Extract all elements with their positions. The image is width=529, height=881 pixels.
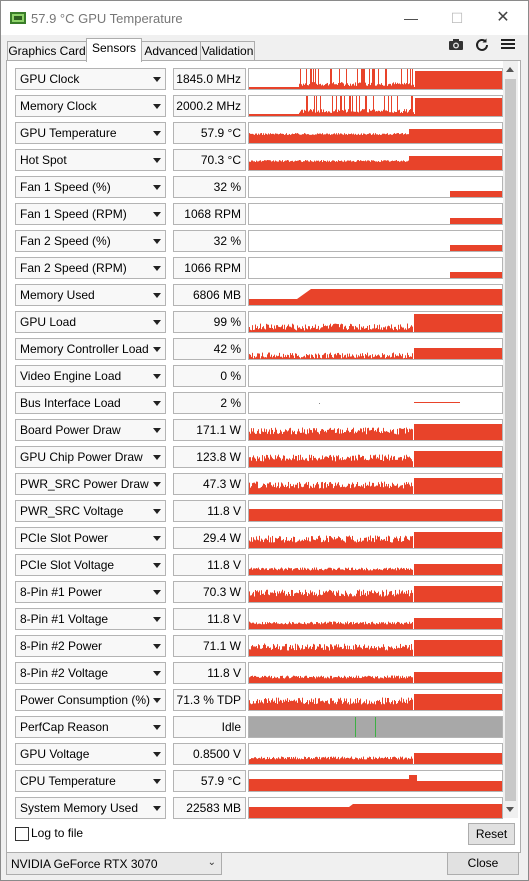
dropdown-arrow-icon [153,806,161,811]
sensor-row [15,500,502,522]
sensor-name: System Memory Used [20,801,139,815]
dropdown-arrow-icon [153,239,161,244]
sensor-name: GPU Load [20,315,77,329]
sensor-graph[interactable] [248,365,503,387]
sensor-name-dropdown[interactable] [15,176,166,198]
sensor-graph[interactable] [248,203,503,225]
dropdown-arrow-icon [153,158,161,163]
tab-sensors[interactable]: Sensors [86,38,142,62]
tab-graphics-card[interactable]: Graphics Card [7,41,87,61]
sensor-graph-svg [249,663,502,683]
minimize-button[interactable]: — [404,10,418,26]
sensor-graph-svg [249,366,502,386]
menu-icon[interactable] [499,37,517,55]
sensor-value: 11.8 V [207,558,241,572]
sensor-value: 1845.0 MHz [176,72,241,86]
sensor-graph[interactable] [248,797,503,819]
sensor-name: PCIe Slot Power [20,531,109,545]
sensor-graph-svg [249,420,502,440]
sensor-row [15,716,502,738]
sensor-name: Memory Clock [20,99,97,113]
dropdown-arrow-icon [153,347,161,352]
sensor-graph-svg [249,474,502,494]
sensor-graph[interactable] [248,554,503,576]
sensor-graph-svg [249,69,502,89]
sensor-name: 8-Pin #1 Power [20,585,103,599]
sensor-graph[interactable] [248,635,503,657]
dropdown-arrow-icon [153,482,161,487]
sensor-name: Hot Spot [20,153,67,167]
dropdown-arrow-icon [153,617,161,622]
sensor-name-dropdown[interactable] [15,770,166,792]
sensor-name: 8-Pin #2 Voltage [20,666,109,680]
sensor-graph[interactable] [248,527,503,549]
sensor-graph-svg [249,258,502,278]
sensor-graph[interactable] [248,311,503,333]
gpu-select-dropdown[interactable] [6,852,222,875]
sensor-value-box [173,311,246,333]
sensor-graph-svg [249,798,502,818]
dropdown-arrow-icon [153,212,161,217]
sensor-value: 11.8 V [207,612,241,626]
sensor-graph[interactable] [248,743,503,765]
sensor-graph[interactable] [248,473,503,495]
dropdown-arrow-icon [153,401,161,406]
sensor-name: PWR_SRC Voltage [20,504,124,518]
sensor-name-dropdown[interactable] [15,500,166,522]
sensor-row [15,581,502,603]
sensor-row [15,743,502,765]
tab-advanced[interactable]: Advanced [141,41,201,61]
sensor-name: PerfCap Reason [20,720,109,734]
sensor-graph-svg [249,447,502,467]
dropdown-arrow-icon [153,536,161,541]
sensor-value-box [173,392,246,414]
sensor-value-box [173,419,246,441]
refresh-icon[interactable] [473,37,491,55]
sensor-value-box [173,635,246,657]
sensor-value: 57.9 °C [200,126,241,140]
sensor-value-box [173,230,246,252]
sensor-graph[interactable] [248,122,503,144]
sensor-graph-svg [249,771,502,791]
sensor-value: 2000.2 MHz [176,99,241,113]
sensor-graph[interactable] [248,338,503,360]
sensor-row [15,311,502,333]
sensor-value-box [173,500,246,522]
sensor-name: 8-Pin #2 Power [20,639,103,653]
sensor-name-dropdown[interactable] [15,284,166,306]
sensor-value-box [173,257,246,279]
scroll-down-arrow-icon[interactable] [506,807,514,812]
log-to-file-label: Log to file [31,826,84,840]
sensor-name-dropdown[interactable] [15,392,166,414]
sensor-value: 99 % [213,315,241,329]
dropdown-arrow-icon [153,131,161,136]
chevron-down-icon: ⌄ [207,857,216,868]
sensor-graph-svg [249,744,502,764]
sensor-name-dropdown[interactable] [15,365,166,387]
sensor-row [15,284,502,306]
sensor-name-dropdown[interactable] [15,203,166,225]
sensor-name-dropdown[interactable] [15,257,166,279]
dropdown-arrow-icon [153,725,161,730]
sensor-value: 1066 RPM [184,261,241,275]
sensor-value: 70.3 W [202,585,241,599]
sensor-row [15,554,502,576]
close-button[interactable]: Close [447,852,519,875]
title-bar [1,1,528,35]
sensor-graph[interactable] [248,419,503,441]
sensor-name: Board Power Draw [20,423,121,437]
sensor-row [15,770,502,792]
sensor-name-dropdown[interactable] [15,716,166,738]
sensor-value-box [173,365,246,387]
sensor-value-box [173,716,246,738]
sensor-graph[interactable] [248,446,503,468]
sensor-value: 71.1 W [202,639,241,653]
sensor-name-dropdown[interactable] [15,797,166,819]
sensor-name: Fan 2 Speed (%) [20,234,111,248]
sensor-name-dropdown[interactable] [15,311,166,333]
sensor-graph[interactable] [248,662,503,684]
sensor-graph-svg [249,312,502,332]
sensor-graph-svg [249,96,502,116]
sensor-graph[interactable] [248,95,503,117]
sensor-row [15,419,502,441]
sensor-value: 47.3 W [202,477,241,491]
sensor-value: 11.8 V [207,666,241,680]
dropdown-arrow-icon [153,374,161,379]
sensor-graph[interactable] [248,608,503,630]
sensor-graph-svg [249,690,502,710]
sensor-graph-svg [249,177,502,197]
sensor-row [15,797,502,819]
sensor-row [15,446,502,468]
sensor-value: 0.8500 V [192,747,241,761]
dropdown-arrow-icon [153,455,161,460]
sensor-graph[interactable] [248,770,503,792]
sensor-graph[interactable] [248,149,503,171]
sensor-row [15,257,502,279]
sensor-name: CPU Temperature [20,774,116,788]
sensor-value-box [173,608,246,630]
sensor-graph-svg [249,150,502,170]
sensor-graph[interactable] [248,68,503,90]
sensor-value: Idle [221,720,241,734]
sensor-row [15,689,502,711]
sensor-value-box [173,797,246,819]
sensor-name-dropdown[interactable] [15,743,166,765]
sensor-name: PWR_SRC Power Draw [20,477,149,491]
dropdown-arrow-icon [153,563,161,568]
log-to-file-checkbox[interactable] [15,827,29,841]
sensor-value-box [173,176,246,198]
sensor-name-dropdown[interactable] [15,149,166,171]
sensor-value: 2 % [220,396,241,410]
dropdown-arrow-icon [153,293,161,298]
dropdown-arrow-icon [153,428,161,433]
sensor-value: 32 % [213,234,241,248]
sensor-graph[interactable] [248,500,503,522]
sensor-row [15,122,502,144]
sensor-value: 70.3 °C [200,153,241,167]
sensor-graph-svg [249,393,502,413]
sensor-value-box [173,338,246,360]
sensor-row [15,95,502,117]
sensor-value-box [173,446,246,468]
sensor-graph-svg [249,123,502,143]
sensor-value-box [173,743,246,765]
sensor-name-dropdown[interactable] [15,122,166,144]
tab-validation[interactable]: Validation [200,41,255,61]
sensor-value: 6806 MB [192,288,241,302]
sensor-row [15,149,502,171]
sensor-name: Bus Interface Load [20,396,121,410]
sensor-graph[interactable] [248,716,503,738]
sensor-graph[interactable] [248,284,503,306]
sensor-value-box [173,149,246,171]
sensor-name: Video Engine Load [20,369,122,383]
sensor-value: 71.3 % TDP [176,693,241,707]
dropdown-arrow-icon [153,77,161,82]
sensor-name: GPU Temperature [20,126,117,140]
sensor-name: Fan 2 Speed (RPM) [20,261,127,275]
sensor-graph-svg [249,555,502,575]
dropdown-arrow-icon [153,104,161,109]
sensor-name-dropdown[interactable] [15,230,166,252]
sensor-row [15,527,502,549]
sensor-graph-svg [249,285,502,305]
sensor-row [15,392,502,414]
sensor-row [15,230,502,252]
dropdown-arrow-icon [153,644,161,649]
app-icon [10,12,26,24]
sensor-value-box [173,581,246,603]
dropdown-arrow-icon [153,590,161,595]
sensor-value-box [173,95,246,117]
sensor-value-box [173,662,246,684]
sensor-graph[interactable] [248,392,503,414]
sensor-graph[interactable] [248,176,503,198]
close-window-button[interactable]: ✕ [496,9,510,26]
sensor-row [15,68,502,90]
dropdown-arrow-icon [153,185,161,190]
dropdown-arrow-icon [153,266,161,271]
dropdown-arrow-icon [153,320,161,325]
sensor-value-box [173,122,246,144]
sensor-name-dropdown[interactable] [15,635,166,657]
dropdown-arrow-icon [153,509,161,514]
sensor-graph-svg [249,501,502,521]
sensor-name-dropdown[interactable] [15,473,166,495]
sensor-value-box [173,203,246,225]
sensor-value-box [173,284,246,306]
sensor-graph-svg [249,339,502,359]
sensor-name-dropdown[interactable] [15,608,166,630]
sensor-name: Power Consumption (%) [20,693,151,707]
sensor-value-box [173,554,246,576]
sensor-value: 32 % [213,180,241,194]
sensor-graph-svg [249,528,502,548]
sensor-value: 57.9 °C [200,774,241,788]
sensor-name-dropdown[interactable] [15,527,166,549]
sensor-name: PCIe Slot Voltage [20,558,115,572]
dropdown-arrow-icon [153,779,161,784]
sensor-row [15,635,502,657]
sensor-value: 11.8 V [207,504,241,518]
scroll-up-arrow-icon[interactable] [506,67,514,72]
sensor-graph[interactable] [248,257,503,279]
sensors-panel [6,60,521,853]
scroll-thumb[interactable] [505,79,516,801]
sensor-value-box [173,770,246,792]
sensor-graph-svg [249,582,502,602]
sensor-name-dropdown[interactable] [15,689,166,711]
sensor-name: Memory Controller Load [20,342,149,356]
sensor-value: 1068 RPM [184,207,241,221]
sensor-graph-svg [249,636,502,656]
sensor-graph-svg [249,231,502,251]
sensor-graph-svg [249,609,502,629]
reset-button[interactable]: Reset [468,823,515,845]
sensor-name: GPU Chip Power Draw [20,450,143,464]
sensor-graph-svg [249,717,502,737]
sensor-name-dropdown[interactable] [15,662,166,684]
sensor-row [15,662,502,684]
sensor-row [15,608,502,630]
sensor-name-dropdown[interactable] [15,68,166,90]
sensor-value-box [173,527,246,549]
sensor-value: 0 % [220,369,241,383]
sensor-name: Fan 1 Speed (RPM) [20,207,127,221]
dropdown-arrow-icon [153,671,161,676]
sensors-scrollbar[interactable] [503,61,518,818]
sensor-name-dropdown[interactable] [15,95,166,117]
sensor-name: GPU Voltage [20,747,90,761]
sensor-row [15,365,502,387]
sensor-value-box [173,473,246,495]
sensor-row [15,176,502,198]
sensor-value: 22583 MB [186,801,241,815]
sensor-name-dropdown[interactable] [15,581,166,603]
sensor-name-dropdown[interactable] [15,554,166,576]
sensor-value: 171.1 W [196,423,241,437]
dropdown-arrow-icon [153,698,161,703]
sensor-graph[interactable] [248,581,503,603]
sensor-row [15,473,502,495]
sensor-value-box [173,68,246,90]
window-title: 57.9 °C GPU Temperature [31,11,183,26]
sensor-graph[interactable] [248,230,503,252]
sensor-value: 42 % [213,342,241,356]
sensor-name-dropdown[interactable] [15,338,166,360]
sensor-name: 8-Pin #1 Voltage [20,612,109,626]
sensor-name: Memory Used [20,288,95,302]
sensor-name-dropdown[interactable] [15,446,166,468]
sensor-value-box [173,689,246,711]
sensor-name-dropdown[interactable] [15,419,166,441]
sensor-name: Fan 1 Speed (%) [20,180,111,194]
sensor-value: 123.8 W [196,450,241,464]
camera-icon[interactable] [447,37,465,55]
sensor-row [15,203,502,225]
sensor-graph-svg [249,204,502,224]
sensor-graph[interactable] [248,689,503,711]
sensor-row [15,338,502,360]
maximize-button[interactable]: ☐ [450,10,464,26]
dropdown-arrow-icon [153,752,161,757]
sensor-value: 29.4 W [202,531,241,545]
sensor-name: GPU Clock [20,72,80,86]
gpu-select-value: NVIDIA GeForce RTX 3070 [11,857,158,871]
